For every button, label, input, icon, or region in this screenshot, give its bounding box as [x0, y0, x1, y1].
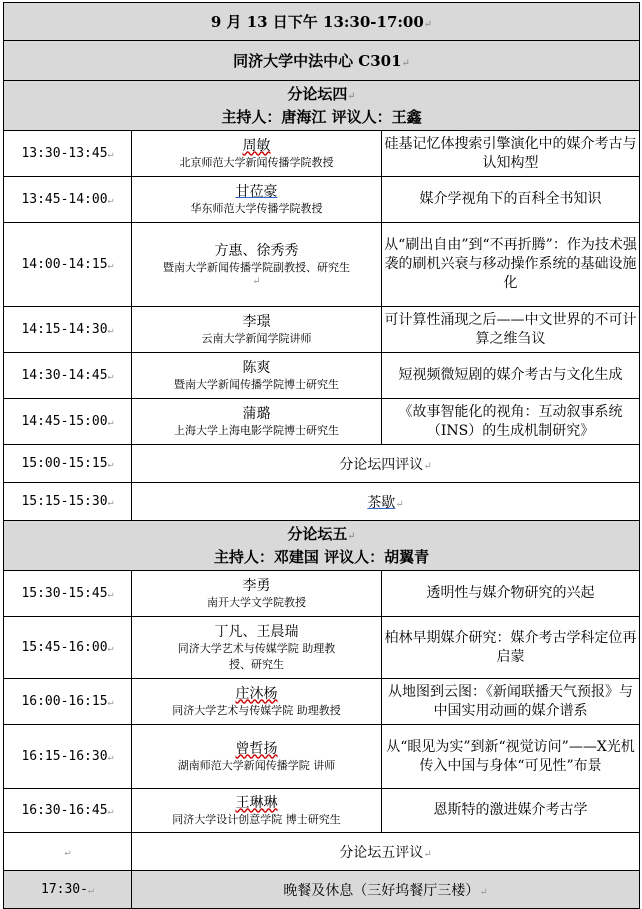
- table-row: 15:00-15:15↵ 分论坛四评议↵: [4, 445, 640, 483]
- table-row: 16:00-16:15↵ 庄沐杨 同济大学艺术与传媒学院 助理教授 从地图到云图：《新闻联播天气预报》与中国实用动画的媒介谱系: [4, 679, 640, 725]
- speaker-name: 丁凡、王晨瑞: [214, 623, 299, 640]
- talk-title: 可计算性涌现之后——中文世界的不可计算之维刍议: [382, 307, 640, 353]
- table-row: 15:30-15:45↵ 李勇 南开大学文学院教授 透明性与媒介物研究的兴起: [4, 571, 640, 617]
- talk-title: 恩斯特的激进媒介考古学: [382, 789, 640, 833]
- talk-title: 媒介学视角下的百科全书知识: [382, 177, 640, 223]
- table-row: 14:15-14:30↵ 李璟 云南大学新闻学院讲师 可计算性涌现之后——中文世界的不可计算之维刍议: [4, 307, 640, 353]
- table-row: 14:00-14:15↵ 方惠、徐秀秀 暨南大学新闻传播学院副教授、研究生 ↵ 从“刷出自由”到“不再折腾”：作为技术强袭的刷机兴衰与移动操作系统的基础设施化: [4, 223, 640, 307]
- speaker-name: 庄沐杨: [235, 685, 278, 702]
- talk-title: 硅基记忆体搜索引擎演化中的媒介考古与认知构型: [382, 131, 640, 177]
- date-header: 9 月 13 日下午 13:30-17:00↵: [4, 3, 640, 41]
- speaker-name: 周敏: [242, 137, 271, 154]
- speaker-name: 甘莅豪: [235, 183, 278, 200]
- table-row: 16:15-16:30↵ 曾哲扬 湖南师范大学新闻传播学院 讲师 从“眼见为实”到新“视觉访问”——X光机传入中国与身体“可见性”布景: [4, 725, 640, 789]
- talk-title: 柏林早期媒介研究：媒介考古学科定位再启蒙: [382, 617, 640, 679]
- speaker-name: 陈爽: [242, 359, 271, 376]
- table-row: 13:45-14:00↵ 甘莅豪 华东师范大学传播学院教授 媒介学视角下的百科全书知识: [4, 177, 640, 223]
- table-row: 15:45-16:00↵ 丁凡、王晨瑞 同济大学艺术与传媒学院 助理教授、研究生 柏林早期媒介研究：媒介考古学科定位再启蒙: [4, 617, 640, 679]
- table-row: 14:30-14:45↵ 陈爽 暨南大学新闻传播学院博士研究生 短视频微短剧的媒介考古与文化生成: [4, 353, 640, 399]
- speaker-name: 曾哲扬: [235, 740, 278, 757]
- review-session: 分论坛五评议↵: [132, 833, 640, 871]
- forum4-header: 分论坛四↵ 主持人：唐海江 评议人：王鑫: [4, 81, 640, 131]
- table-row: 16:30-16:45↵ 王琳琳 同济大学设计创意学院 博士研究生 恩斯特的激进媒介考古学: [4, 789, 640, 833]
- talk-title: 从“眼见为实”到新“视觉访问”——X光机传入中国与身体“可见性”布景: [382, 725, 640, 789]
- dinner-session: 晚餐及休息（三好坞餐厅三楼）↵: [132, 871, 640, 909]
- forum5-header: 分论坛五↵ 主持人：邓建国 评议人：胡翼青: [4, 521, 640, 571]
- tea-break: 茶歇↵: [132, 483, 640, 521]
- schedule-table: [3, 2, 640, 909]
- table-row: ↵ 分论坛五评议↵: [4, 833, 640, 871]
- talk-title: 透明性与媒介物研究的兴起: [382, 571, 640, 617]
- talk-title: 《故事智能化的视角：互动叙事系统（INS）的生成机制研究》: [382, 399, 640, 445]
- table-row: 15:15-15:30↵ 茶歇↵: [4, 483, 640, 521]
- speaker-name: 李璟: [242, 313, 271, 330]
- talk-title: 从“刷出自由”到“不再折腾”：作为技术强袭的刷机兴衰与移动操作系统的基础设施化: [382, 223, 640, 307]
- talk-title: 从地图到云图：《新闻联播天气预报》与中国实用动画的媒介谱系: [382, 679, 640, 725]
- table-row: 14:45-15:00↵ 蒲璐 上海大学上海电影学院博士研究生 《故事智能化的视角：互动叙事系统（INS）的生成机制研究》: [4, 399, 640, 445]
- speaker-name: 蒲璐: [242, 405, 271, 422]
- review-session: 分论坛四评议↵: [132, 445, 640, 483]
- table-row: 17:30-↵ 晚餐及休息（三好坞餐厅三楼）↵: [4, 871, 640, 909]
- speaker-name: 李勇: [242, 577, 271, 594]
- table-row: 13:30-13:45↵ 周敏 北京师范大学新闻传播学院教授 硅基记忆体搜索引擎演化中的媒介考古与认知构型: [4, 131, 640, 177]
- talk-title: 短视频微短剧的媒介考古与文化生成: [382, 353, 640, 399]
- speaker-name: 方惠、徐秀秀: [214, 243, 299, 259]
- venue-header: 同济大学中法中心 C301↵: [4, 41, 640, 81]
- speaker-name: 王琳琳: [235, 794, 278, 811]
